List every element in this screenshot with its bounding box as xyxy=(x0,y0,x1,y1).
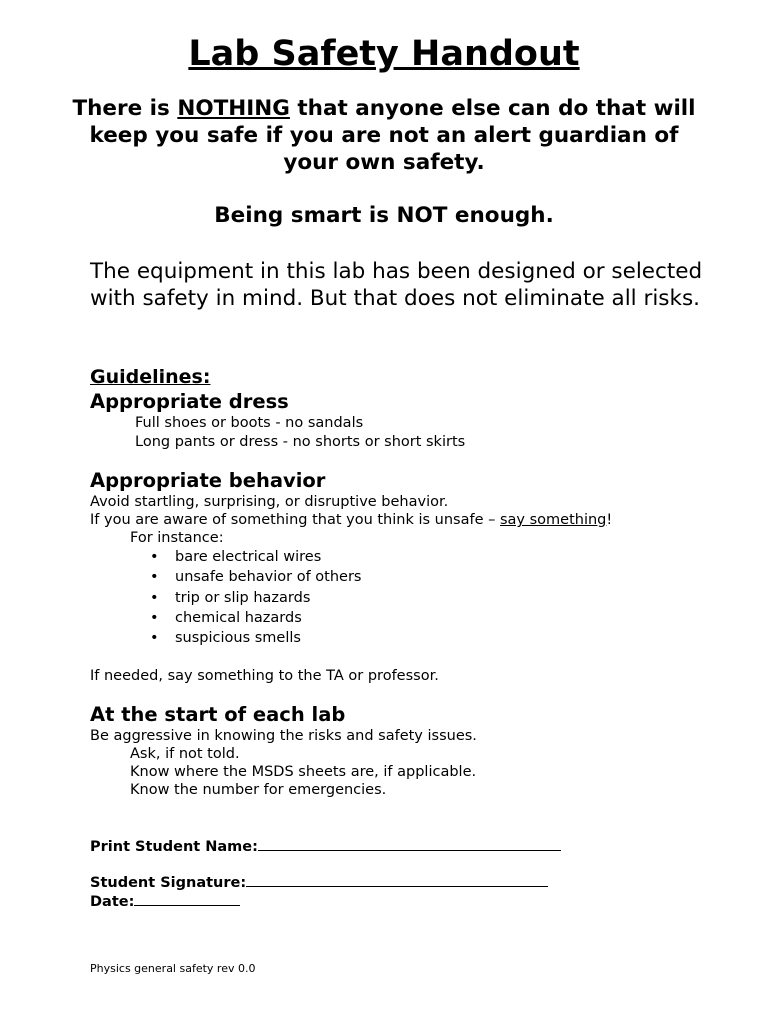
intro-paragraph: The equipment in this lab has been designed or selected with safety in mind. But that does not eliminate all risks. xyxy=(90,259,703,311)
student-name-row xyxy=(90,836,561,855)
dress-item: Long pants or dress - no shorts or short skirts xyxy=(135,434,466,450)
dress-heading: Appropriate dress xyxy=(90,390,289,413)
list-item-text: bare electrical wires xyxy=(175,549,322,565)
list-item xyxy=(150,569,361,585)
guidelines-heading: Guidelines: xyxy=(90,366,211,388)
lead-part-2: that anyone else can do that will keep you safe if you are not an alert guardian of your own safety. xyxy=(89,96,696,175)
start-item: Ask, if not told. xyxy=(130,746,240,762)
lead-part-1: There is xyxy=(72,96,178,121)
page-title: Lab Safety Handout xyxy=(188,34,580,74)
student-signature-label: Student Signature: xyxy=(90,875,247,891)
list-item-text: unsafe behavior of others xyxy=(175,569,362,585)
bullet-glyph: • xyxy=(150,569,159,585)
for-instance-label: For instance: xyxy=(130,530,224,546)
start-heading: At the start of each lab xyxy=(90,703,346,726)
student-signature-field[interactable] xyxy=(246,872,548,887)
list-item xyxy=(150,630,301,646)
list-item xyxy=(150,590,310,606)
behavior-line-2-pre: If you are aware of something that you think is unsafe – xyxy=(90,512,500,528)
bullet-glyph: • xyxy=(150,590,159,606)
behavior-line-1: Avoid startling, surprising, or disruptive behavior. xyxy=(90,494,449,510)
smart-statement: Being smart is NOT enough. xyxy=(214,203,554,228)
list-item xyxy=(150,610,302,626)
date-field[interactable] xyxy=(134,891,240,906)
bullet-glyph: • xyxy=(150,630,159,646)
behavior-line-2 xyxy=(90,512,612,528)
date-label: Date: xyxy=(90,894,135,910)
student-name-label: Print Student Name: xyxy=(90,839,258,855)
if-needed-text: If needed, say something to the TA or professor. xyxy=(90,668,439,684)
student-name-field[interactable] xyxy=(258,836,561,851)
list-item-text: chemical hazards xyxy=(175,610,302,626)
start-item: Know the number for emergencies. xyxy=(130,782,387,798)
list-item xyxy=(150,549,321,565)
start-item: Know where the MSDS sheets are, if applicable. xyxy=(130,764,477,780)
dress-item: Full shoes or boots - no sandals xyxy=(135,415,364,431)
say-something-emphasis: say something xyxy=(499,512,607,528)
date-row xyxy=(90,891,240,910)
list-item-text: suspicious smells xyxy=(175,630,301,646)
list-item-text: trip or slip hazards xyxy=(175,590,311,606)
lead-statement xyxy=(60,95,708,176)
student-signature-row xyxy=(90,872,548,891)
bullet-glyph: • xyxy=(150,610,159,626)
footer-revision: Physics general safety rev 0.0 xyxy=(90,962,256,975)
start-line-1: Be aggressive in knowing the risks and safety issues. xyxy=(90,728,477,744)
behavior-line-2-post: ! xyxy=(606,512,613,528)
bullet-glyph: • xyxy=(150,549,159,565)
lead-emphasis: NOTHING xyxy=(177,96,290,121)
behavior-heading: Appropriate behavior xyxy=(90,469,326,492)
